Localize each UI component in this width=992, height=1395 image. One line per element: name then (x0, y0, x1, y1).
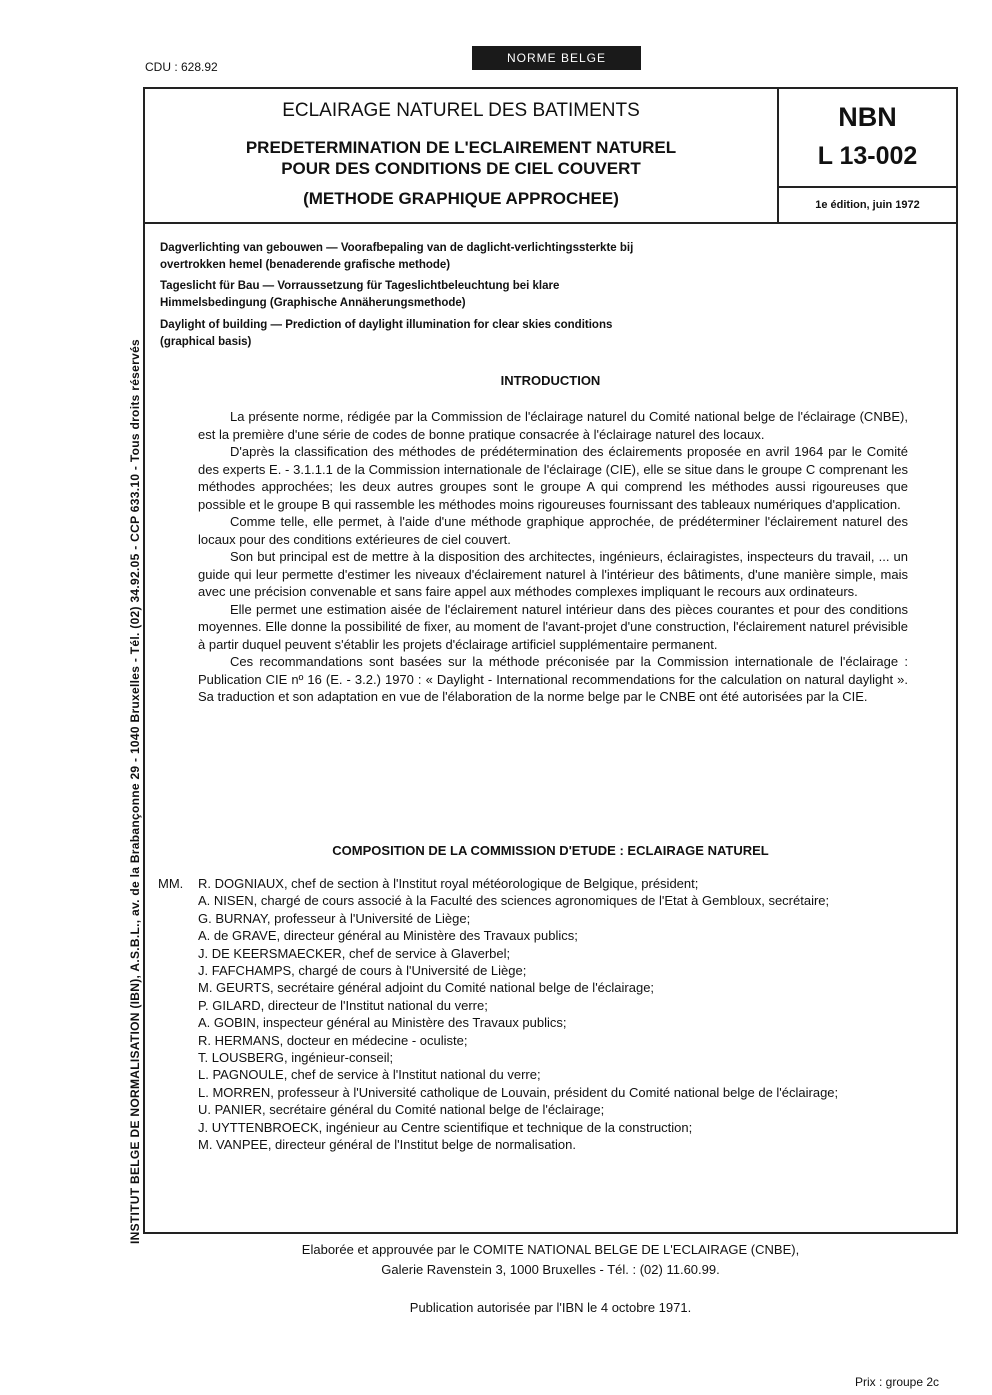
intro-paragraph: Son but principal est de mettre à la disposition des architectes, ingénieurs, éclairagistes, inspecteurs du travail, ... un guide qui leur permette d'estimer les niveaux d'éclairement naturel à l'intérieur des bâtiments, d'une manière simple, mais avec une précision convenable et sans faire appel aux méthodes complexes impliquant le recours aux ordinateurs. (198, 549, 908, 599)
intro-paragraph: Elle permet une estimation aisée de l'éclairement naturel intérieur dans des pièces courantes et pour des conditions moyennes. Elle donne la possibilité de fixer, au moment de l'avant-projet d'une construction, l'éclairement naturel prévisible à partir duquel peuvent s'établir les projets d'éclairage artificiel supplémentaire permanent. (198, 601, 908, 652)
member-item: R. HERMANS, docteur en médecine - oculiste; (198, 1032, 468, 1048)
address-line: Galerie Ravenstein 3, 1000 Bruxelles - Tél. : (02) 11.60.99. (381, 1262, 720, 1277)
intro-paragraph: D'après la classification des méthodes de prédétermination des éclairements proposée en avril 1964 par le Comité des experts E. - 3.1.1.1 de la Commission internationale de l'éclairage (CIE), elle se situe dans le groupe C comprenant les méthodes approchées; les deux autres groupes sont le groupe A qui comprend les méthodes aussi rigoureuses que possible et le groupe B qui rassemble les méthodes moins rigoureuses fournissant des tableaux numériques d'application. (198, 444, 908, 512)
introduction-body (198, 408, 908, 706)
translation-line: Himmelsbedingung (Graphische Annäherungsmethode) (160, 297, 466, 309)
translation-dutch (160, 240, 633, 274)
intro-paragraph: La présente norme, rédigée par la Commission de l'éclairage naturel du Comité national belge de l'éclairage (CNBE), est la première d'une série de codes de bonne pratique consacrée à l'éclairage naturel des locaux. (198, 409, 908, 442)
member-item: M. VANPEE, directeur général de l'Institut belge de normalisation. (198, 1137, 576, 1153)
norme-belge-badge: NORME BELGE (472, 46, 641, 70)
introduction-heading: INTRODUCTION (500, 373, 601, 388)
translation-german (160, 278, 559, 312)
document-subtitle (145, 137, 777, 179)
translation-line: overtrokken hemel (benaderende grafische methode) (160, 259, 451, 271)
intro-paragraph: Ces recommandations sont basées sur la méthode préconisée par la Commission internationale de l'éclairage : Publication CIE nº 16 (E. - 3.2.) 1970 : « Daylight - International recommendations for the calculation on natural daylight ». Sa traduction et son adaptation en vue de l'élaboration de la norme belge par le CNBE ont été autorisées par la CIE. (198, 654, 908, 704)
member-item: M. GEURTS, secrétaire général adjoint du Comité national belge de l'éclairage; (198, 980, 655, 996)
member-item (158, 875, 948, 892)
member-item: J. UYTTENBROECK, ingénieur au Centre scientifique et technique de la construction; (198, 1119, 693, 1135)
translation-line: Daylight of building — Prediction of daylight illumination for clear skies conditions (160, 319, 613, 331)
subtitle-line-2: POUR DES CONDITIONS DE CIEL COUVERT (281, 159, 641, 178)
price-group: Prix : groupe 2c (855, 1375, 940, 1389)
member-item: G. BURNAY, professeur à l'Université de Liège; (198, 910, 471, 926)
standard-code: L 13-002 (817, 142, 918, 170)
member-item: L. MORREN, professeur à l'Université catholique de Louvain, président du Comité national belge de l'éclairage; (198, 1084, 839, 1100)
header-divider-right (779, 186, 956, 188)
header-divider-bottom (145, 222, 956, 224)
member-item: J. FAFCHAMPS, chargé de cours à l'Université de Liège; (198, 963, 527, 979)
member-item: T. LOUSBERG, ingénieur-conseil; (198, 1050, 394, 1066)
member-item: A. GOBIN, inspecteur général au Ministère des Travaux publics; (198, 1015, 567, 1031)
commission-heading: COMPOSITION DE LA COMMISSION D'ETUDE : ECLAIRAGE NATUREL (332, 843, 769, 858)
edition-date: 1e édition, juin 1972 (815, 199, 920, 211)
member-item: A. de GRAVE, directeur général au Ministère des Travaux publics; (198, 928, 578, 944)
commission-member-list (158, 875, 948, 1154)
document-title: ECLAIRAGE NATUREL DES BATIMENTS (282, 100, 640, 121)
publisher-sidebar: INSTITUT BELGE DE NORMALISATION (IBN), A.S.B.L., av. de la Brabançonne 29 - 1040 Bruxelles - Tél. (02) 34.92.05 - CCP 633.10 - Tous droits réservés (128, 338, 142, 1244)
member-text: R. DOGNIAUX, chef de section à l'Institut royal météorologique de Belgique, président; (198, 876, 699, 891)
translation-line: Tageslicht für Bau — Vorraussetzung für Tageslichtbeleuchtung bei klare (160, 280, 560, 292)
member-item: P. GILARD, directeur de l'Institut national du verre; (198, 997, 488, 1013)
intro-paragraph: Comme telle, elle permet, à l'aide d'une méthode graphique approchée, de prédéterminer l'éclairement naturel des locaux pour des conditions extérieures de ciel couvert. (198, 514, 908, 547)
member-item: J. DE KEERSMAECKER, chef de service à Glaverbel; (198, 945, 511, 961)
translation-line: (graphical basis) (160, 336, 252, 348)
translation-english (160, 317, 612, 351)
cdu-code: CDU : 628.92 (145, 60, 218, 74)
member-item: A. NISEN, chargé de cours associé à la Faculté des sciences agronomiques de l'Etat à Gembloux, secrétaire; (198, 893, 830, 909)
members-prefix: MM. (158, 876, 184, 891)
member-item: L. PAGNOULE, chef de service à l'Institut national du verre; (198, 1067, 541, 1083)
approval-line: Elaborée et approuvée par le COMITE NATIONAL BELGE DE L'ECLAIRAGE (CNBE), (301, 1242, 800, 1257)
translation-line: Dagverlichting van gebouwen — Voorafbepaling van de daglicht-verlichtingssterkte bij (160, 242, 634, 254)
document-method: (METHODE GRAPHIQUE APPROCHEE) (303, 189, 619, 208)
subtitle-line-1: PREDETERMINATION DE L'ECLAIREMENT NATUREL (245, 138, 677, 157)
publication-authorization: Publication autorisée par l'IBN le 4 octobre 1971. (409, 1300, 692, 1315)
member-item: U. PANIER, secrétaire général du Comité national belge de l'éclairage; (198, 1102, 605, 1118)
nbn-label: NBN (838, 102, 897, 132)
